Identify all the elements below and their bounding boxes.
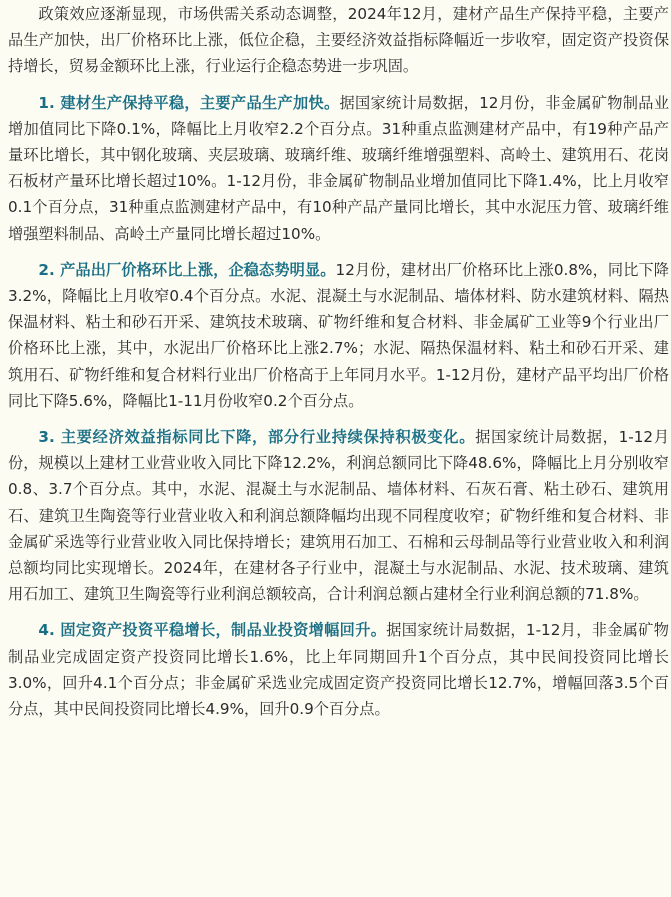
section-4-body: 据国家统计局数据，1-12月，非金属矿物制品业完成固定资产投资同比增长1.6%，比上年同期回升1个百分点，其中民间投资同比增长3.0%，回升4.1个百分点；非金属矿采选业完成固定资产投资同比增长12.7%，增幅回落3.5个百分点，其中民间投资同比增长4.9%，回升0.9个百分点。 (8, 621, 669, 719)
section-4-heading: 4. 固定资产投资平稳增长，制品业投资增幅回升。 (38, 621, 387, 640)
section-3-heading: 3. 主要经济效益指标同比下降，部分行业持续保持积极变化。 (38, 428, 476, 447)
section-2-paragraph (8, 257, 671, 414)
section-2-heading: 2. 产品出厂价格环比上涨，企稳态势明显。 (38, 260, 336, 279)
section-1-paragraph (8, 90, 671, 247)
section-2-body: 12月份，建材出厂价格环比上涨0.8%，同比下降3.2%，降幅比上月收窄0.4个百分点。水泥、混凝土与水泥制品、墙体材料、防水建筑材料、隔热保温材料、粘土和砂石开采、建筑技术玻璃、矿物纤维和复合材料、非金属矿工业等9个行业出厂价格环比上涨，其中，水泥出厂价格环比上涨2.7%；水泥、隔热保温材料、粘土和砂石开采、建筑用石、矿物纤维和复合材料行业出厂价格高于上年同月水平。1-12月份，建材产品平均出厂价格同比下降5.6%，降幅比1-11月份收窄0.2个百分点。 (8, 260, 669, 410)
section-1-body: 据国家统计局数据，12月份，非金属矿物制品业增加值同比下降0.1%，降幅比上月收窄2.2个百分点。31种重点监测建材产品中，有19种产品产量环比增长，其中钢化玻璃、夹层玻璃、玻璃纤维、玻璃纤维增强塑料、高岭土、建筑用石、花岗石板材产量环比增长超过10%。1-12月份，非金属矿物制品业增加值同比下降1.4%，比上月收窄0.1个百分点，31种重点监测建材产品中，有10种产品产量同比增长，其中水泥压力管、玻璃纤维增强塑料制品、高岭土产量同比增长超过10%。 (8, 93, 670, 243)
section-4-paragraph (8, 617, 671, 722)
section-3-paragraph (8, 424, 671, 607)
intro-paragraph: 政策效应逐渐显现，市场供需关系动态调整，2024年12月，建材产品生产保持平稳，主要产品生产加快，出厂价格环比上涨，低位企稳，主要经济效益指标降幅近一步收窄，固定资产投资保持增长，贸易金额环比上涨，行业运行企稳态势进一步巩固。 (8, 5, 669, 76)
section-3-body: 据国家统计局数据，1-12月份，规模以上建材工业营业收入同比下降12.2%，利润总额同比下降48.6%，降幅比上月分别收窄0.8、3.7个百分点。其中，水泥、混凝土与水泥制品、墙体材料、石灰石膏、粘土砂石、建筑用石、建筑卫生陶瓷等行业营业收入和利润总额降幅均出现不同程度收窄；矿物纤维和复合材料、非金属矿采选等行业营业收入同比保持增长；建筑用石加工、石棉和云母制品等行业营业收入和利润总额均同比实现增长。2024年，在建材各子行业中，混凝土与水泥制品、水泥、技术玻璃、建筑用石加工、建筑卫生陶瓷等行业利润总额较高，合计利润总额占建材全行业利润总额的71.8%。 (8, 428, 670, 604)
section-1-heading: 1. 建材生产保持平稳，主要产品生产加快。 (38, 93, 340, 112)
